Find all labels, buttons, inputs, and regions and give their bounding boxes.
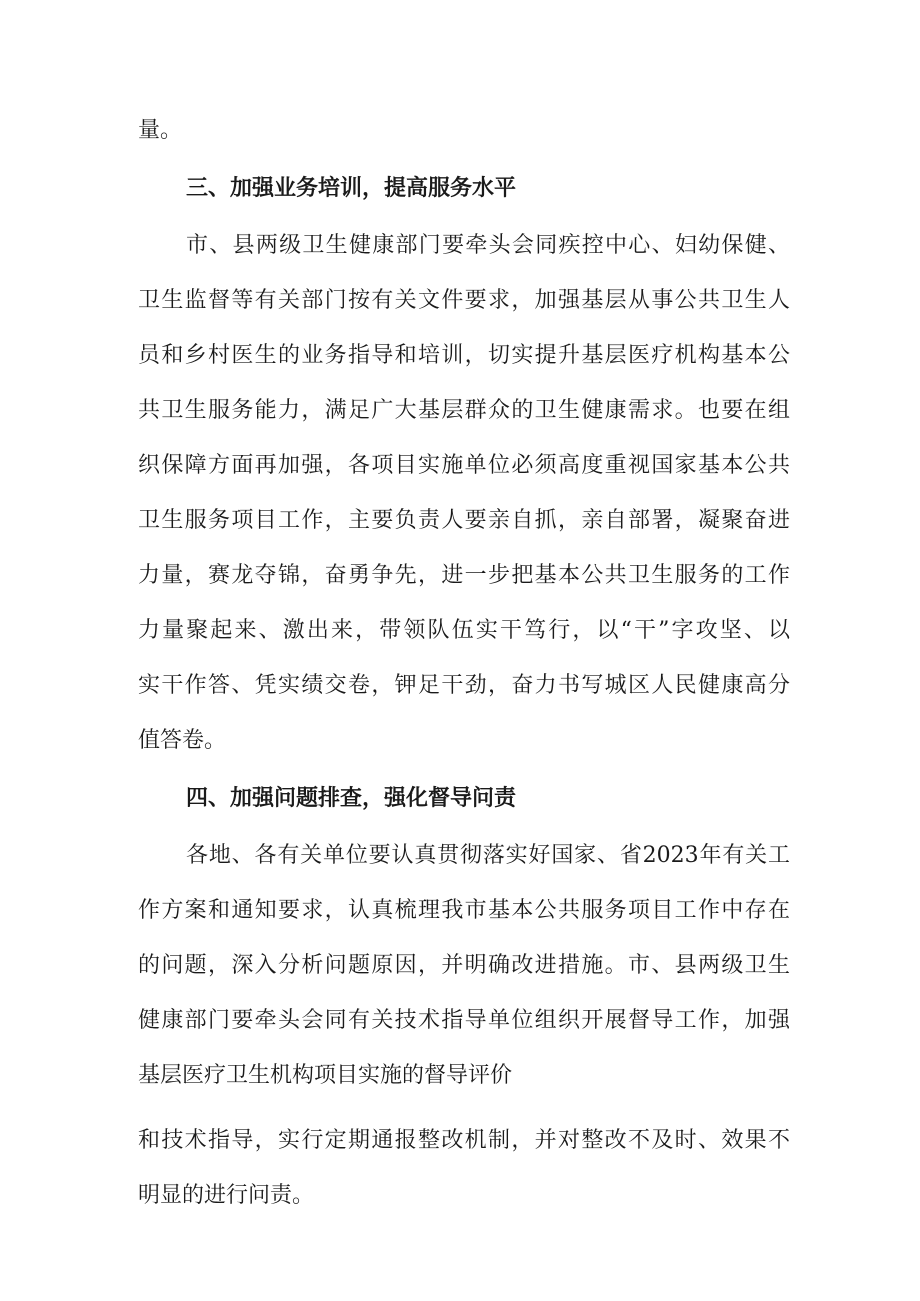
paragraph-line: 织保障方面再加强，各项目实施单位必须高度重视国家基本公共	[138, 453, 790, 478]
paragraph-continuation: 量。	[138, 118, 183, 143]
paragraph-line: 基层医疗卫生机构项目实施的督导评价	[138, 1063, 513, 1088]
paragraph-line: 市、县两级卫生健康部门要牵头会同疾控中心、妇幼保健、	[186, 233, 790, 258]
paragraph-line: 卫生服务项目工作，主要负责人要亲自抓，亲自部署，凝聚奋进	[138, 508, 790, 533]
paragraph-line: 员和乡村医生的业务指导和培训，切实提升基层医疗机构基本公	[138, 343, 790, 368]
paragraph-line: 作方案和通知要求，认真梳理我市基本公共服务项目工作中存在	[138, 898, 790, 923]
section-heading-4: 四、加强问题排查，强化督导问责	[186, 786, 517, 811]
paragraph-line: 明显的进行问责。	[138, 1183, 315, 1208]
paragraph-line: 的问题，深入分析问题原因，并明确改进措施。市、县两级卫生	[138, 953, 790, 978]
paragraph-line: 值答卷。	[138, 728, 227, 753]
paragraph-line: 力量，赛龙夺锦，奋勇争先，进一步把基本公共卫生服务的工作	[138, 563, 790, 588]
paragraph-line: 卫生监督等有关部门按有关文件要求，加强基层从事公共卫生人	[138, 288, 790, 313]
paragraph-line: 共卫生服务能力，满足广大基层群众的卫生健康需求。也要在组	[138, 398, 790, 423]
section-heading-3: 三、加强业务培训，提高服务水平	[186, 176, 517, 201]
paragraph-line: 和技术指导，实行定期通报整改机制，并对整改不及时、效果不	[138, 1128, 790, 1153]
paragraph-line: 实干作答、凭实绩交卷，钾足干劲，奋力书写城区人民健康高分	[138, 673, 790, 698]
paragraph-line: 力量聚起来、激出来，带领队伍实干笃行，以“干”字攻坚、以	[138, 618, 790, 643]
paragraph-line: 健康部门要牵头会同有关技术指导单位组织开展督导工作，加强	[138, 1008, 790, 1033]
paragraph-line: 各地、各有关单位要认真贯彻落实好国家、省2023年有关工	[186, 843, 790, 868]
